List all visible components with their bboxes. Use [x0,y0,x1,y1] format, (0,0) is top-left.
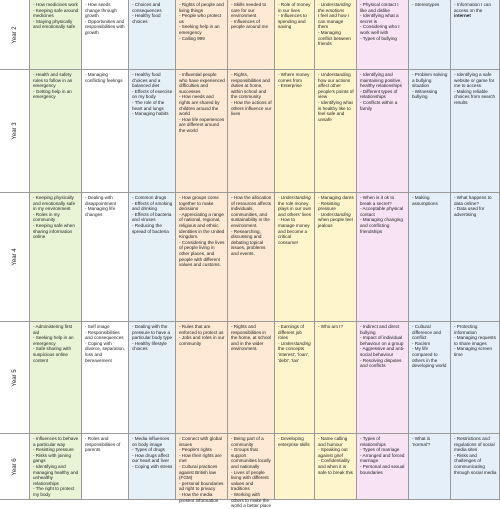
topic-item: - Risks with joining gangs [33,452,72,464]
year-row [0,193,500,322]
topic-cell [129,0,176,70]
topic-item: - Understanding how our actions affect other people's points of view [318,72,354,100]
topic-item: - My life compared to others in the developing world [412,346,447,369]
topic-item: - Common drugs [132,195,167,200]
topic-item: - Choices and consequences [132,2,162,13]
topic-item: - personal boundaries ad right to privacy [179,480,224,492]
topic-item: - How groups come together to make decisions [179,195,219,212]
topic-item: - Skills needed to care for our environment [231,2,267,19]
topic-item: - Confidentiality and when it is safe to break this [318,458,353,475]
topic-cell [315,70,357,193]
topic-item: - Considering who I work well with [360,24,400,35]
topic-cell [409,193,451,322]
topic-item: - Resisting pressure [33,447,74,453]
topic-item: - Identifying what a secret is [360,13,399,24]
topic-item: - Problem solving a bullying situation [412,72,448,89]
year-label-cell [0,70,30,193]
year-label-cell [0,193,30,322]
topic-item: - Safe sharing with suspicious online content [33,346,72,363]
topic-item: - Influences to spending and saving [278,13,307,30]
year-label: Year 6 [11,457,18,476]
topic-item: - Witnessing bullying [412,88,438,100]
topic-item: - People who protect us [179,13,222,24]
topic-item: - Racism [412,340,431,346]
topic-cell [176,70,228,193]
topic-item: - Data used for advertising [454,206,485,217]
topic-item: - Impact of individual behaviour on a group [360,335,404,346]
topic-item: - How medicines work [33,2,78,7]
topic-item: - Role of money in our lives [278,2,311,13]
topic-item: - Considering the lives of people living in other places, and people with different values and customs. [179,239,225,268]
topic-cell [30,434,82,500]
topic-cell [451,70,500,193]
topic-item: - Coping with stress [132,463,173,469]
topic-item: - Risks and challenges of communicating through social media [454,452,497,475]
topic-cell [176,322,228,434]
topic-cell [228,193,275,322]
topic-item: the concepts 'interest', 'loan', 'debt', 'tax' [278,346,310,363]
topic-item: - Aggressive and anti-social behaviour [360,346,405,357]
topic-cell [82,434,129,500]
topic-item: - Understanding [278,340,311,346]
year-row [0,0,500,70]
topic-cell [228,322,275,434]
topic-cell [357,434,409,500]
topic-item: - Understanding [278,195,311,200]
topic-item: - Staying physically and emotionally safe [33,18,76,30]
topic-cell [409,0,451,70]
topic-item: - Connect with global issues [179,436,222,447]
topic-item: - Making assumptions [412,195,438,206]
topic-item: - How their rights are met [179,452,222,464]
topic-cell [129,193,176,322]
topic-cell [176,193,228,322]
topic-cell [315,193,357,322]
topic-cell [409,70,451,193]
topic-item: - Healthy food choices and a balanced diet [132,72,161,89]
topic-item: - Health and safety rules to follow in an emergency [33,72,73,89]
topic-item: - Working with others to make the world a better place [231,491,272,509]
topic-item: - How the media present information [179,491,219,503]
topic-cell [357,322,409,434]
topic-item: - Influences to behave a particular way [33,436,79,447]
topic-item: - Making reliable choices from search results [454,88,496,105]
topic-item: - Managing dares [318,195,354,200]
topic-item: - Seeking help in an emergency [179,24,220,35]
topic-cell [451,193,500,322]
topic-cell [451,322,500,434]
topic-item: - Being part of a community [231,436,264,447]
year-label: Year 3 [11,122,18,140]
topic-item: - Keeping safe around medicines [33,7,79,19]
topic-item: - Types of marriage [360,447,400,453]
topic-item: - Arranged and forced marriage [360,452,405,464]
topic-cell [129,70,176,193]
topic-item: - Managing habits [132,111,169,117]
topic-item: - Developing enterprise skills [278,436,310,447]
topic-cell [275,434,315,500]
topic-cell [30,322,82,434]
topic-item: - How the allocation of resources affects individuals, communities, and sustainability in the environment. [231,195,272,228]
topic-item: - Coping with divorce, separation, loss and bereavement [85,340,126,363]
topic-cell [228,70,275,193]
topic-item: - Reducing the spread of bacteria [132,222,169,234]
topic-item: - The role of the heart and lungs [132,99,165,111]
topic-item: - How drugs affect our heart and liver [132,452,170,464]
topic-item: - Conflicts within a family [360,99,398,111]
topic-item: - Where money comes from [278,72,310,83]
topic-item: - Administering first aid [33,324,73,335]
topic-item: - Rights, responsibilities and duties at home, within school and the community [231,72,271,100]
topic-cell [176,434,228,503]
topic-item: - How the actions of others influence our lives [231,99,272,117]
topic-item: - Different types of relationships [360,88,398,100]
topic-item: - Managing conflict between friends [318,29,351,47]
topic-cell [129,434,176,500]
topic-item: - Identifying a safe website or game for me to access [454,72,495,89]
year-label: Year 2 [11,25,18,44]
topic-item: - Managing requests to share images [454,335,496,346]
topic-item: - Dealing with the pressure to have a particular body type [132,324,173,341]
year-label: Year 5 [11,368,18,387]
topic-item: - Jobs and roles in our community [179,335,225,346]
topic-cell [30,193,82,322]
topic-item: - Seeking help in an emergency [33,335,74,346]
topic-item: - How life experiences are different around the world [179,116,225,133]
topic-item: - Indirect and direct bullying [360,324,400,335]
topic-item: - Information I can access on the [454,2,492,13]
topic-item: - Healthy food choices [132,13,161,24]
topic-item: when people feel jealous [318,217,353,228]
topic-item: - Physical contact I like and dislike [360,2,399,13]
topic-item: - Roles in my community [33,211,60,223]
topic-cell [275,322,315,434]
topic-item: - What is 'normal'? [412,436,431,447]
topic-item: - Managing screen time [454,346,493,357]
topic-item: - Identifying and maintaining positive, healthy relationships [360,72,402,89]
topic-item: - Understanding the emotions [318,2,351,13]
topic-item: - Cultural difference and conflict [412,324,442,341]
topic-item: - When is it ok to break a secret? [360,195,395,206]
topic-item: - Types of relationships [360,436,386,447]
topic-cell [357,70,409,193]
topic-item: - Restrictions and regulations of social media sites [454,436,495,453]
topic-item: - Protecting information [454,324,478,335]
topic-cell [82,70,129,193]
topic-item: - Media influences on body image [132,436,170,447]
topic-item: - Understanding [318,211,351,217]
topic-cell [315,434,357,500]
topic-item: - Identifying what is healthy like to feel safe and unsafe [318,99,353,122]
topic-item: - Getting help in an emergency [33,88,72,100]
topic-item: - Keeping physically and emotionally safe in my environment [33,195,76,212]
topic-item: - Opportunities and responsibilities with growth [85,18,125,35]
topic-item: - Effects of smoking and drinking [132,200,173,212]
topic-cell [176,0,228,70]
topic-item: I feel and how I can manage them [318,13,350,30]
topic-item: - People's rights [179,447,212,453]
topic-item: - Types of drugs [132,447,165,453]
year-row [0,70,500,193]
topic-cell [357,0,409,70]
topic-item: - Groups that support communities locally and nationally [231,447,271,469]
topic-item: - Self image [85,324,110,329]
topic-item: - Earnings of different job roles [278,324,305,341]
topic-item: - Effects of bacteria and viruses [132,211,172,223]
topic-cell [409,322,451,434]
year-label-cell [0,322,30,434]
topic-item: - How needs and rights are shared by children around the world [179,94,220,117]
topic-cell [129,322,176,434]
topic-cell [82,193,129,322]
topic-item: - Influences of people around me [231,18,269,30]
year-row [0,322,500,434]
topic-cell [228,434,275,509]
topic-cell [315,322,357,434]
topic-item: - Enterprise [278,83,302,89]
topic-item: - Types of bullying [360,35,397,41]
topic-item: - Appreciating a range of national, regional, religious and ethnic identities in the United Kingdom. [179,211,225,240]
topic-item: - Influential people who have experienced difficulties and successes [179,72,225,94]
topic-item: - Who am I? [318,324,344,329]
topic-cell [275,0,315,70]
topic-item: - Rules that are enforced to protect us [179,324,224,335]
topic-item: - How to manage money and become a critical consumer [278,217,310,245]
topic-cell [315,0,357,70]
topic-item: - Resisting pressure [318,200,340,212]
topic-item: - Researching, discussing and debating topical issues, problems and events. [231,228,266,256]
topic-item: - Healthy lifestyle choices [132,340,167,352]
topic-item: - Identifying and managing healthy and unhealthy relationships [33,463,79,486]
topic-cell [30,0,82,70]
year-label: Year 4 [11,248,18,266]
topic-item: - Resolving disputes and conflicts [360,357,402,369]
topic-item: the role money plays in our own and others' lives [278,200,312,217]
topic-cell [275,193,315,322]
topic-cell [357,193,409,322]
topic-item: - Dealing with disappointment [85,195,117,206]
year-row [0,434,500,509]
topic-item: - Calling 999 [179,35,205,41]
topic-item: - Lives of people living with different values and traditions [231,469,269,492]
topic-item: - Managing life changes [85,206,116,217]
topic-item: - Effects of exercise on my body [132,88,173,100]
topic-item: - Rights of people and living things [179,2,224,13]
topic-item: - Name calling and humour [318,436,348,447]
topic-item: - Managing conflicting feelings [85,72,123,83]
topic-cell [82,322,129,434]
topic-cell [451,0,500,70]
topic-cell [30,70,82,193]
topic-item: - Rights and responsibilities in the home, at school and in the wider environment. [231,324,272,352]
topic-cell [82,0,129,70]
topic-item: - What happens to data online? [454,195,492,206]
topic-item: - Personal and sexual boundaries [360,463,405,475]
topic-item: - Stereotypes [412,2,440,7]
topic-item: internet [454,13,471,19]
topic-item: - Roles and responsibilities of parents [85,436,121,453]
topic-cell [228,0,275,70]
topic-item: - Responsibilities and consequences [85,329,124,341]
topic-cell [275,70,315,193]
topic-item: - Speaking out against grief [318,447,348,458]
topic-item: - Cultural practices against British law (FGM) [179,463,218,481]
year-label-cell [0,0,30,70]
topic-cell [409,434,451,500]
topic-item: - Acceptable physical contact [360,206,404,217]
year-label-cell [0,434,30,500]
topic-cell [451,434,500,500]
topic-item: - Managing changing and conflicting friendships [360,217,403,234]
topic-item: - Keeping safe when sharing information online [33,222,75,240]
topic-item: - How seeds change through growth [85,2,117,19]
topic-item: - The right to protect my body [33,486,75,497]
